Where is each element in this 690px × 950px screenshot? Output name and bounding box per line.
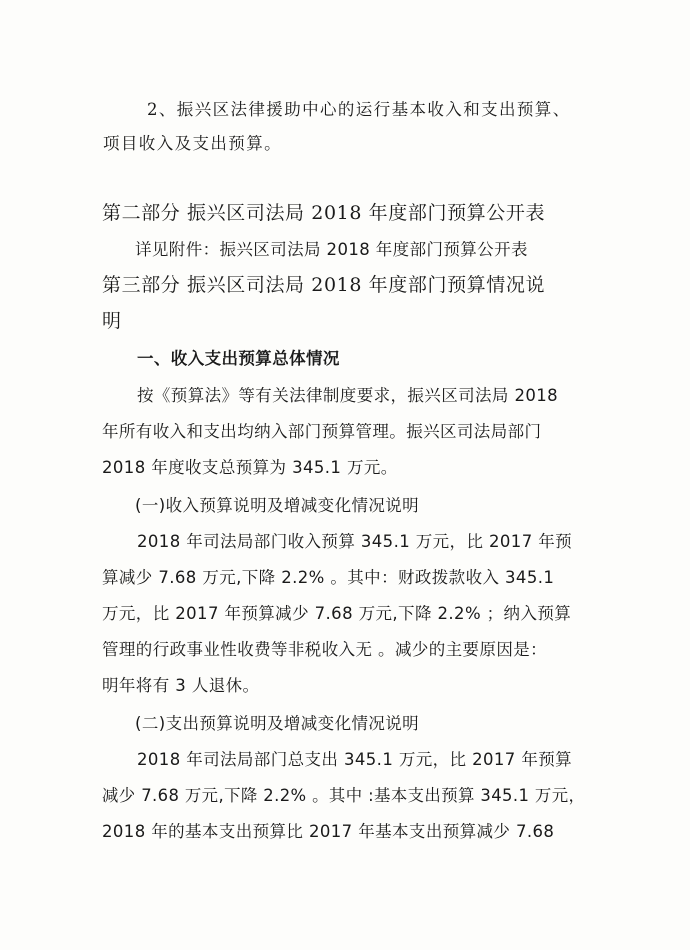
overview-line-2: 年所有收入和支出均纳入部门预算管理。振兴区司法局部门 [102, 422, 542, 441]
section2-line1: 2、振兴区法律援助中心的运行基本收入和支出预算、 [147, 100, 571, 119]
overview-line-3: 2018 年度收支总预算为 345.1 万元。 [102, 458, 398, 477]
section2-line2: 项目收入及支出预算。 [103, 134, 282, 153]
income-line-5: 明年将有 3 人退休。 [102, 676, 260, 695]
expense-line-2: 减少 7.68 万元,下降 2.2% 。其中 :基本支出预算 345.1 万元， [102, 786, 586, 805]
overview-title: 一、收入支出预算总体情况 [137, 349, 340, 368]
overview-line-1: 按《预算法》等有关法律制度要求，振兴区司法局 2018 [137, 386, 559, 405]
part2-heading: 第二部分 振兴区司法局 2018 年度部门预算公开表 [102, 202, 546, 224]
expense-title: (二)支出预算说明及增减变化情况说明 [135, 714, 420, 733]
expense-line-3: 2018 年的基本支出预算比 2017 年基本支出预算减少 7.68 [102, 822, 555, 841]
expense-line-1: 2018 年司法局部门总支出 345.1 万元，比 2017 年预算 [137, 750, 573, 769]
income-line-2: 算减少 7.68 万元,下降 2.2% 。其中：财政拨款收入 345.1 [102, 568, 555, 587]
income-line-3: 万元，比 2017 年预算减少 7.68 万元,下降 2.2% ；纳入预算 [102, 604, 572, 623]
income-line-4: 管理的行政事业性收费等非税收入无 。减少的主要原因是： [102, 640, 548, 659]
income-line-1: 2018 年司法局部门收入预算 345.1 万元，比 2017 年预 [137, 532, 573, 551]
part3-heading-line1: 第三部分 振兴区司法局 2018 年度部门预算情况说 [102, 274, 546, 296]
part2-attachment: 详见附件：振兴区司法局 2018 年度部门预算公开表 [135, 240, 528, 259]
income-title: (一)收入预算说明及增减变化情况说明 [135, 496, 420, 515]
part3-heading-line2: 明 [102, 310, 122, 332]
